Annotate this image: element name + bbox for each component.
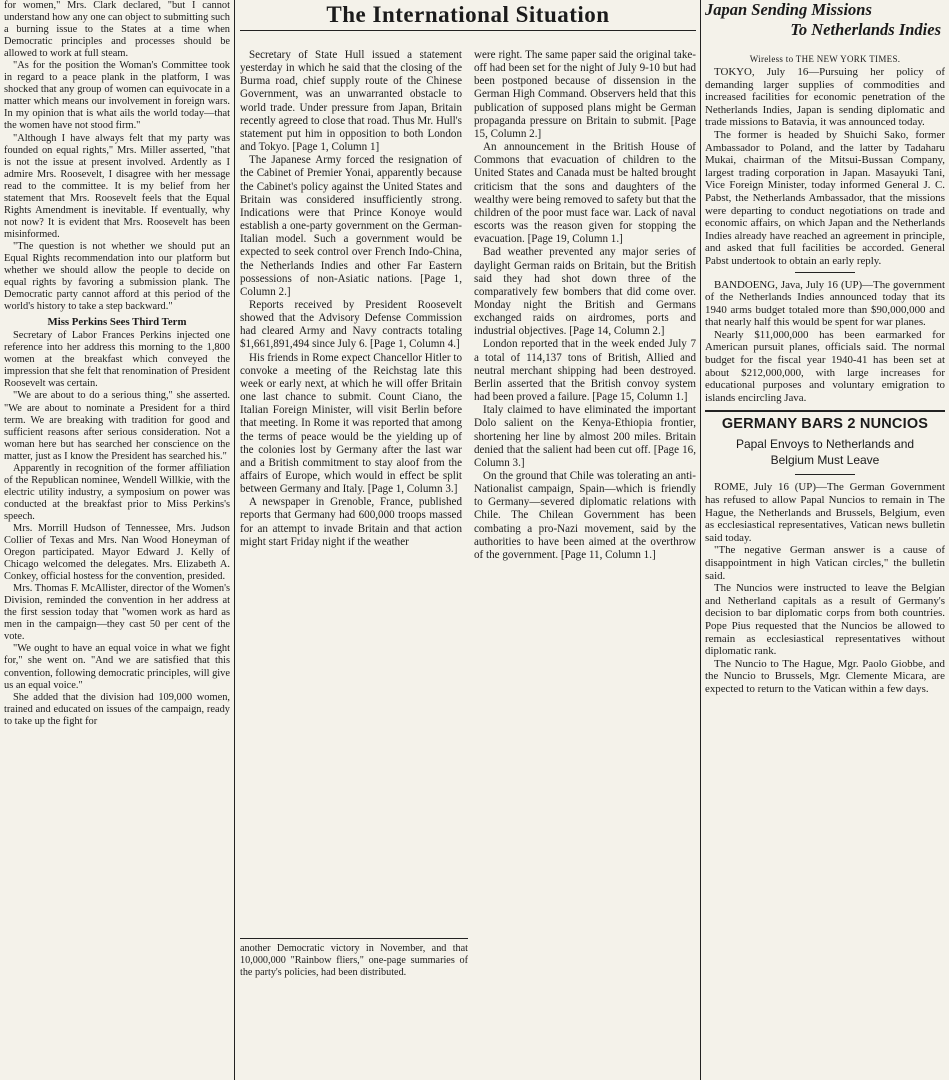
paragraph: BANDOENG, Java, July 16 (UP)—The government of the Netherlands Indies announced today that its 1940 arms budget totaled more than $90,000,000 and that nearly half this would be spent for war planes. (705, 278, 945, 329)
column-divider (700, 0, 701, 1080)
summary-paragraph: His friends in Rome expect Chancellor Hitler to convoke a meeting of the Reichstag late this week or early next, at which he will offer Britain one last chance to submit. Count Ciano, the Italian Foreign Minister, will visit Berlin before that meeting. In Rome it was reported that among the terms of peace would be the yielding up of the colonies lost by Germany after the last war and a British commitment to stay aloof from the affairs of Europe, which would in effect be split between Germany and Italy. [Page 1, Column 3.] (240, 351, 462, 496)
byline: Wireless to THE NEW YORK TIMES. (749, 54, 901, 64)
summary-paragraph: A newspaper in Grenoble, France, published reports that Germany had 600,000 troops massed for an attempt to invade Britain and that action might start Friday night if the weather (240, 496, 462, 548)
paragraph: She added that the division had 109,000 women, trained and educated on issues of the campaign, ready to take up the fight for (4, 691, 230, 727)
japan-headline (705, 0, 945, 40)
paragraph: TOKYO, July 16—Pursuing her policy of demanding larger supplies of commodities and increased facilities for economic penetration of the Netherlands Indies, Japan is sending diplomatic and trade missions to Batavia, it was announced today. (705, 66, 945, 129)
paragraph: "We are about to do a serious thing," she asserted. "We are about to nominate a President for a third term. We are breaking with tradition for good and sufficient reasons after serious consideration. Not a woman here but has searched her conscience on the matter, just as I know the President has searched his." (4, 390, 230, 462)
paragraph: "Although I have always felt that my party was founded on equal rights," Mrs. Miller asserted, "that is not the issue at present involved. Ardently as I admire Mrs. Roosevelt, I disagree with her message read to the committee. It is my belief from her statement that Mrs. Roosevelt feels that the Equal Rights Amendment is inevitable. If eventually, why not now? It is evident that Mrs. Roosevelt has been misinformed. (4, 132, 230, 240)
paragraph: "The negative German answer is a cause of disappointment in high Vatican circles," the bulletin said. (705, 544, 945, 582)
column-1-article (4, 0, 230, 1080)
summary-column-left (240, 49, 462, 562)
paragraph: for women," Mrs. Clark declared, "but I cannot understand how any one can object to submitting such a burning issue to the States at a time when Democratic principles and processes should be allowed to work at full steam. (4, 0, 230, 60)
paragraph: Mrs. Thomas F. McAllister, director of the Women's Division, reminded the convention in her address at the first session today that "women work as hard as men in the campaign—they cast 50 per cent of the vote. (4, 583, 230, 643)
headline-line: To Netherlands Indies (790, 20, 941, 39)
paragraph: The former is headed by Shuichi Sako, former Ambassador to Poland, and the latter by Tadaharu Mukai, chairman of the Mitsui-Bussan Company, largest trading corporation in Japan. Masayuki Tani, Vice Foreign Minister, today informed General J. C. Pabst, the Netherlands Ambassador, that the missions were departing to conduct negotiations on trade and economic affairs, on which Japan and the Netherlands Indies already have reached an agreement in principle, and asked that full facilities be accorded. General Pabst undertook to obtain an early reply. (705, 128, 945, 267)
paragraph: ROME, July 16 (UP)—The German Government has refused to allow Papal Nuncios to remain in The Hague, the Netherlands and Brussels, Belgium, even as ecclesiastical representatives, Vatican news bulletin said today. (705, 481, 945, 544)
divider (795, 272, 855, 273)
headline-line: Japan Sending Missions (705, 0, 872, 19)
paragraph: "We ought to have an equal voice in what we fight for," she went on. "And we are satisfied that this convention, following democratic principles, will give us an equal voice." (4, 643, 230, 691)
subheading: Miss Perkins Sees Third Term (47, 316, 187, 329)
international-situation-box (240, 0, 696, 1080)
subheadline-line: Papal Envoys to Netherlands and (735, 437, 915, 452)
column-4-articles (705, 0, 945, 1080)
summary-paragraph: Secretary of State Hull issued a statement yesterday in which he said that the closing of the Burma road, chief supply route of the Chinese Government, was an unwarranted obstacle to world trade. Under pressure from Japan, Britain recently agreed to close that road. Thus Mr. Hull's statement put him in opposition to both London and Tokyo. [Page 1, Column 1] (240, 49, 462, 154)
summary-paragraph: London reported that in the week ended July 7 a total of 114,137 tons of British, Allied and neutral merchant shipping had been destroyed. Berlin asserted that the British convoy system had been proved a failure. [Page 15, Column 1.] (474, 338, 696, 404)
summary-paragraph: An announcement in the British House of Commons that evacuation of children to the United States and Canada must be halted brought criticism that the sons and daughters of the wealthy were being removed to safety but that the children of the poor must face war. Lack of naval escorts was the reason given for stopping the evacuation. [Page 19, Column 1.] (474, 141, 696, 246)
summary-paragraph: were right. The same paper said the original take-off had been set for the night of July 9-10 but had been postponed because of dissension in the German High Command. Observers held that this publication of supposed plans might be German propaganda pressure on Britain to submit. [Page 15, Column 2.] (474, 49, 696, 140)
paragraph: The Nuncios were instructed to leave the Belgian and Netherland capitals as a result of Germany's decision to bar diplomatic corps from both countries. Pope Pius requested that the Nuncios be allowed to remain as ecclesiastical representatives without diplomatic rank. (705, 582, 945, 658)
paragraph: The Nuncio to The Hague, Mgr. Paolo Giobbe, and the Nuncio to Brussels, Mgr. Clemente Micara, are expected to return to the Vatican within a few days. (705, 657, 945, 695)
subheadline-line: Belgium Must Leave (770, 453, 880, 468)
divider (705, 410, 945, 412)
headline: The International Situation (240, 0, 696, 31)
summary-paragraph: On the ground that Chile was tolerating an anti-Nationalist campaign, Spain—which is friendly to Germany—severed diplomatic relations with Chile. The Chilean Government has been combating a pro-Nazi movement, said by the authorities to have been aimed at the overthrow of the government. [Page 11, Column 1.] (474, 470, 696, 561)
divider (795, 474, 855, 475)
paragraph: Nearly $11,000,000 has been earmarked for American pursuit planes, officials said. The normal budget for the fiscal year 1940-41 has been set at about $212,000,000, with large increases for educational purposes and voluntary emigration to islands encircling Java. (705, 328, 945, 404)
column-divider (234, 0, 235, 1080)
paragraph: Apparently in recognition of the former affiliation of the Republican nominee, Wendell Willkie, with the electric utility industry, a symposium on power was conducted at the breakfast prior to Miss Perkins's speech. (4, 462, 230, 522)
summary-paragraph: Italy claimed to have eliminated the important Dolo salient on the Kenya-Ethiopia frontier, shortening her line by almost 200 miles. Britain denied that the salient had been cut off. [Page 16, Column 3.] (474, 404, 696, 469)
germany-subheadline (705, 436, 945, 468)
paragraph: Mrs. Morrill Hudson of Tennessee, Mrs. Judson Collier of Texas and Mrs. Nan Wood Honeyman of Oregon participated. Mayor Edward J. Kelly of Chicago welcomed the delegates. Mrs. Elizabeth A. Conkey, official hostess for the convention, presided. (4, 522, 230, 583)
summary-paragraph: Bad weather prevented any major series of daylight German raids on Britain, but the British said they had shot down three of the comparatively few bombers that did come over. Monday night the British and Germans exchanged raids on airdromes, ports and industrial objectives. [Page 14, Column 2.] (474, 246, 696, 338)
continuation-text (240, 938, 468, 979)
germany-headline: GERMANY BARS 2 NUNCIOS (721, 416, 929, 433)
paragraph: "As for the position the Woman's Committee took in regard to a peace plank in the platform, I was shocked that any group of women can equivocate in a matter which means our involvement in foreign wars. In my opinion that is what ails the world today—that the women have not stood firm." (4, 60, 230, 132)
paragraph: "The question is not whether we should put an Equal Rights recommendation into our platform but whether we should allow the people to decide on equal rights by favoring a submission plank. The Democratic party cannot afford at this period of the world's history to take a step backward." (4, 240, 230, 313)
summary-paragraph: The Japanese Army forced the resignation of the Cabinet of Premier Yonai, apparently because the Cabinet's policy against the United States and Britain was considered insufficiently strong. Indications were that Prince Konoye would establish a one-party government on the German-Italian model. Such a government would be expected to seek control over French Indo-China, the Netherlands Indies and other Far Eastern possessions of non-Asiatic nations. [Page 1, Column 2.] (240, 154, 462, 298)
summary-column-right (474, 49, 696, 562)
paragraph: another Democratic victory in November, and that 10,000,000 "Rainbow fliers," one-page summaries of the party's policies, had been distributed. (240, 943, 468, 978)
paragraph: Secretary of Labor Frances Perkins injected one reference into her address this morning to the 1,800 women at the breakfast which conveyed the impression that she felt that renomination of President Roosevelt was certain. (4, 330, 230, 390)
summary-paragraph: Reports received by President Roosevelt showed that the Advisory Defense Commission had cleared Army and Navy contracts totaling $1,661,891,494 since July 6. [Page 1, Column 4.] (240, 298, 462, 351)
